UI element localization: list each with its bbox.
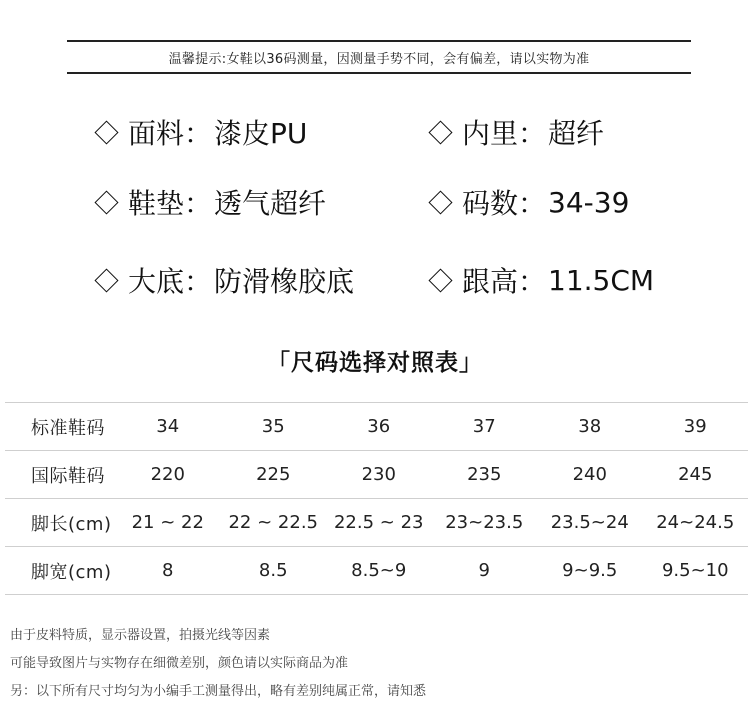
table-cell: 8.5 — [258, 560, 288, 581]
table-cell: 21 ~ 22 — [131, 512, 204, 533]
diamond-icon — [94, 190, 118, 214]
table-cell: 39 — [683, 416, 707, 437]
spec-colon: ： — [518, 187, 547, 220]
spec-label: 码数 — [462, 187, 519, 220]
table-cell: 8 — [162, 560, 174, 581]
spec-colon: ： — [518, 265, 547, 298]
row-header: 标准鞋码 — [31, 417, 105, 439]
diamond-icon — [428, 268, 452, 292]
spec-value: 34-39 — [548, 185, 630, 219]
table-cell: 34 — [156, 416, 180, 437]
footnote-line: 另：以下所有尺寸均匀为小编手工测量得出，略有差别纯属正常，请知悉 — [10, 684, 427, 699]
diamond-icon — [94, 120, 118, 144]
table-cell: 235 — [467, 464, 502, 485]
row-header: 脚宽(cm) — [31, 561, 112, 583]
spec-value: 透气超纤 — [214, 187, 327, 220]
spec-value: 漆皮PU — [214, 117, 308, 150]
table-cell: 23.5~24 — [550, 512, 629, 533]
footnote-line: 由于皮料特质，显示器设置，拍摄光线等因素 — [10, 628, 271, 643]
size-chart-table — [5, 402, 748, 595]
footnotes — [10, 622, 426, 706]
table-cell: 9.5~10 — [661, 560, 729, 581]
table-row — [5, 451, 748, 499]
table-cell: 24~24.5 — [656, 512, 735, 533]
spec-colon: ： — [184, 187, 213, 220]
spec-heel-height — [425, 260, 654, 300]
spec-colon: ： — [184, 265, 213, 298]
spec-label: 鞋垫 — [128, 187, 185, 220]
notice-text: 温馨提示:女鞋以36码测量，因测量手势不同，会有偏差，请以实物为准 — [168, 51, 590, 67]
table-cell: 245 — [678, 464, 713, 485]
row-header: 国际鞋码 — [31, 465, 105, 487]
footnote-line: 可能导致图片与实物存在细微差别，颜色请以实际商品为准 — [10, 656, 349, 671]
spec-size-range — [425, 182, 629, 222]
notice-banner — [67, 40, 691, 74]
spec-value: 11.5CM — [548, 263, 655, 297]
table-cell: 9~9.5 — [562, 560, 618, 581]
spec-colon: ： — [184, 117, 213, 150]
table-cell: 9 — [478, 560, 490, 581]
table-row — [5, 547, 748, 595]
table-cell: 8.5~9 — [351, 560, 407, 581]
spec-outsole — [91, 260, 354, 300]
table-cell: 220 — [150, 464, 185, 485]
table-cell: 36 — [367, 416, 391, 437]
spec-label: 面料 — [128, 117, 185, 150]
diamond-icon — [428, 120, 452, 144]
table-cell: 22.5 ~ 23 — [333, 512, 424, 533]
table-cell: 22 ~ 22.5 — [228, 512, 318, 533]
diamond-icon — [428, 190, 452, 214]
table-cell: 23~23.5 — [445, 512, 524, 533]
spec-value: 超纤 — [548, 117, 605, 150]
spec-label: 内里 — [462, 117, 519, 150]
diamond-icon — [94, 268, 118, 292]
table-cell: 38 — [578, 416, 602, 437]
spec-material — [91, 112, 307, 152]
size-chart-title: 「尺码选择对照表」 — [267, 350, 483, 376]
spec-label: 跟高 — [462, 265, 519, 298]
spec-insole — [91, 182, 326, 222]
table-cell: 225 — [256, 464, 291, 485]
spec-label: 大底 — [128, 265, 185, 298]
table-row — [5, 499, 748, 547]
spec-lining — [425, 112, 604, 152]
spec-colon: ： — [518, 117, 547, 150]
table-cell: 35 — [261, 416, 285, 437]
table-cell: 240 — [572, 464, 607, 485]
spec-value: 防滑橡胶底 — [214, 265, 355, 298]
table-cell: 37 — [472, 416, 496, 437]
table-row — [5, 403, 748, 451]
table-cell: 230 — [361, 464, 396, 485]
row-header: 脚长(cm) — [31, 513, 112, 535]
